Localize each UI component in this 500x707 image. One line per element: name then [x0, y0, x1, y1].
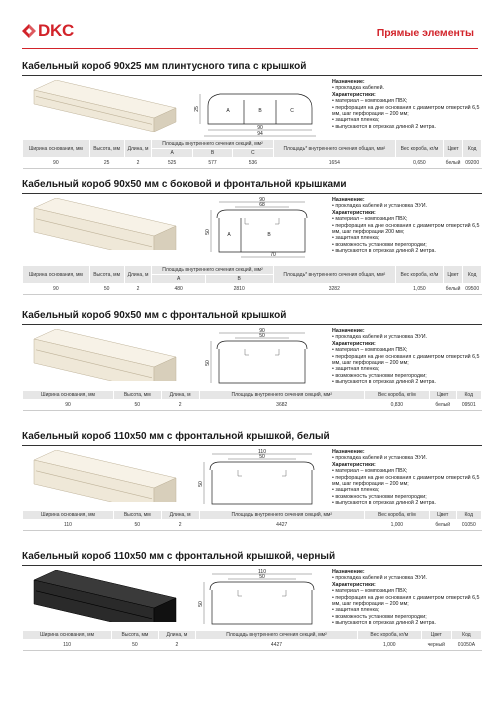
product-description: [332, 328, 487, 386]
column-header: Код: [451, 631, 481, 640]
profile-outline: [212, 590, 312, 624]
cover-outline: [217, 341, 307, 349]
feature-item: • возможность установки перегородки;: [332, 493, 427, 500]
spec-table: [22, 390, 482, 411]
column-header: Цвет: [429, 391, 456, 400]
product-section: [22, 430, 482, 550]
feature-item: • защитная пленка;: [332, 607, 380, 614]
purpose-heading: Назначение:: [332, 449, 365, 455]
table-cell: 90: [23, 284, 90, 295]
feature-item: • перфорация на дне основания с диаметром отверстий 6,5 мм, шаг перфорации – 200 мм;: [332, 474, 480, 488]
table-cell: 0,650: [396, 158, 444, 169]
table-cell: 2: [124, 158, 152, 169]
column-header: Площадь внутреннего сечения секций, мм²: [199, 391, 364, 400]
cover-outline: [217, 210, 307, 218]
table-row: [23, 284, 482, 295]
cross-section-drawing: [190, 448, 322, 510]
column-header: Длина, м: [124, 140, 152, 158]
dim-height-label: 50: [205, 360, 211, 366]
product-section: [22, 550, 482, 707]
column-header: Высота, мм: [89, 140, 124, 158]
cross-section-drawing: [190, 196, 322, 258]
column-header: Цвет: [421, 631, 451, 640]
product-description: [332, 197, 487, 255]
table-cell: 110: [23, 640, 112, 651]
chamber-a-label: A: [227, 232, 231, 238]
chamber-b-label: B: [267, 232, 271, 238]
column-header: Вес короба, кг/м: [364, 511, 429, 520]
product-photo: [30, 570, 180, 622]
spec-table: [22, 630, 482, 651]
purpose-item: • прокладка кабелей и установка ЭУИ.: [332, 455, 427, 462]
characteristics-heading: Характеристики:: [332, 91, 376, 98]
feature-item: • материал – композиция ПВХ;: [332, 588, 408, 595]
table-cell: 50: [89, 284, 124, 295]
product-title: Кабельный короб 90х50 мм с фронтальной крышкой: [22, 310, 287, 321]
product-description: [332, 449, 487, 507]
feature-item: • защитная пленка;: [332, 487, 380, 494]
column-header: Код: [463, 140, 482, 158]
column-header: Площадь внутреннего сечения секций, мм²: [152, 140, 273, 149]
header-divider: [22, 48, 478, 49]
column-header: Площадь внутреннего сечения секций, мм²: [199, 511, 364, 520]
table-row: [23, 520, 482, 531]
feature-item: • защитная пленка;: [332, 366, 380, 373]
column-header: Вес короба, кг/м: [396, 266, 444, 284]
subcolumn-header: C: [233, 149, 273, 158]
purpose-item: • прокладка кабелей.: [332, 85, 385, 92]
dim-height-label: 50: [198, 481, 204, 487]
purpose-heading: Назначение:: [332, 569, 365, 575]
feature-item: • защитная пленка;: [332, 117, 380, 124]
title-underline: [22, 565, 482, 566]
product-title: Кабельный короб 110х50 мм с фронтальной крышкой, черный: [22, 551, 336, 562]
column-header: Длина, м: [158, 631, 195, 640]
profile-outline: [219, 349, 305, 383]
table-cell: 25: [89, 158, 124, 169]
title-underline: [22, 75, 482, 76]
cross-section-drawing: [190, 327, 322, 389]
characteristics-heading: Характеристики:: [332, 209, 376, 216]
column-header: Цвет: [443, 266, 463, 284]
table-cell: 90: [23, 400, 114, 411]
inner-clips: [245, 349, 279, 355]
purpose-item: • прокладка кабелей и установка ЭУИ.: [332, 334, 427, 341]
cover-outline: [210, 462, 314, 470]
column-header: Код: [463, 266, 482, 284]
product-photo: [30, 450, 180, 502]
subcolumn-header: A: [152, 275, 205, 284]
dim-height-label: 50: [198, 601, 204, 607]
feature-item: • перфорация на дне основания с диаметром отверстий 6,5 мм, шаг перфорации – 200 мм;: [332, 353, 480, 367]
feature-item: • материал – композиция ПВХ;: [332, 98, 408, 105]
table-cell: 3282: [273, 284, 396, 295]
table-cell: 01050: [456, 520, 481, 531]
product-section: [22, 309, 482, 430]
dkc-logo-icon: [22, 24, 36, 38]
column-header: Код: [456, 511, 481, 520]
feature-item: • перфорация на дне основания с диаметром отверстий 6,5 мм, шаг перфорации – 200 мм;: [332, 104, 480, 118]
table-header-row: [23, 391, 482, 400]
brand-logo: [22, 22, 74, 39]
table-row: [23, 400, 482, 411]
product-photo: [30, 198, 180, 250]
table-cell: белый: [443, 284, 463, 295]
table-cell: белый: [443, 158, 463, 169]
table-cell: 01050A: [451, 640, 481, 651]
table-row: [23, 640, 482, 651]
spec-table: [22, 139, 482, 169]
dim-total-label: 94: [257, 131, 263, 137]
section-label: Прямые элементы: [330, 27, 500, 43]
purpose-heading: Назначение:: [332, 79, 365, 85]
profile-outline: [219, 218, 305, 252]
feature-item: • выпускаются в отрезках длиной 2 метра.: [332, 620, 436, 627]
product-description: [332, 569, 487, 627]
product-section: [22, 178, 482, 309]
dim-bottom-label: 70: [270, 252, 276, 258]
product-title: Кабельный короб 90х50 мм с боковой и фронтальной крышками: [22, 179, 347, 190]
table-cell: черный: [421, 640, 451, 651]
table-cell: 4427: [199, 520, 364, 531]
table-cell: 110: [23, 520, 114, 531]
table-cell: 09200: [463, 158, 482, 169]
column-header: Высота, мм: [113, 511, 161, 520]
column-header: Код: [456, 391, 481, 400]
table-cell: 1654: [273, 158, 396, 169]
characteristics-heading: Характеристики:: [332, 340, 376, 347]
product-title: Кабельный короб 90х25 мм плинтусного типа с крышкой: [22, 61, 307, 72]
table-cell: 1,050: [396, 284, 444, 295]
feature-item: • выпускаются в отрезках длиной 2 метра.: [332, 379, 436, 386]
product-section: [22, 60, 482, 178]
feature-list: [332, 216, 487, 254]
column-header: Высота, мм: [113, 391, 161, 400]
product-title: Кабельный короб 110х50 мм с фронтальной крышкой, белый: [22, 431, 330, 442]
dim-top-label: 68: [259, 202, 265, 208]
table-cell: 536: [233, 158, 273, 169]
feature-item: • выпускаются в отрезках длиной 2 метра.: [332, 248, 436, 255]
feature-list: [332, 98, 487, 130]
feature-item: • возможность установки перегородки;: [332, 613, 427, 620]
chamber-b-label: B: [258, 108, 262, 114]
subcolumn-header: B: [192, 149, 232, 158]
feature-item: • возможность установки перегородки;: [332, 241, 427, 248]
column-header: Высота, мм: [89, 266, 124, 284]
dim-height-label: 50: [205, 229, 211, 235]
column-header: Высота, мм: [112, 631, 159, 640]
table-cell: 90: [23, 158, 90, 169]
column-header: Вес короба, кг/м: [364, 391, 429, 400]
table-cell: 4427: [196, 640, 358, 651]
profile-outline: [212, 470, 312, 504]
table-cell: 3682: [199, 400, 364, 411]
spec-table: [22, 510, 482, 531]
table-cell: 0,830: [364, 400, 429, 411]
feature-list: [332, 588, 487, 626]
feature-item: • перфорация на дне основания с диаметром отверстий 6,5 мм, шаг перфорации 200 мм;: [332, 222, 480, 236]
column-header: Ширина основания, мм: [23, 266, 90, 284]
table-header-row: [23, 631, 482, 640]
table-header-row: [23, 266, 482, 275]
product-photo: [30, 329, 180, 381]
column-header: Вес короба, кг/м: [396, 140, 444, 158]
subcolumn-header: B: [205, 275, 273, 284]
dim-width-label: 110: [258, 569, 266, 575]
column-header: Цвет: [429, 511, 456, 520]
column-header: Площадь* внутреннего сечения общая, мм²: [273, 140, 396, 158]
table-cell: 50: [112, 640, 159, 651]
column-header: Площадь внутреннего сечения секций, мм²: [196, 631, 358, 640]
title-underline: [22, 324, 482, 325]
table-row: [23, 158, 482, 169]
table-cell: 1,000: [364, 520, 429, 531]
column-header: Площадь* внутреннего сечения общая, мм²: [273, 266, 396, 284]
column-header: Площадь внутреннего сечения секций, мм²: [152, 266, 273, 275]
table-cell: 50: [113, 520, 161, 531]
page-header: [0, 0, 500, 52]
table-cell: 525: [152, 158, 192, 169]
table-cell: 50: [113, 400, 161, 411]
inner-clips: [245, 218, 279, 224]
product-description: [332, 79, 487, 130]
cover-outline: [210, 582, 314, 590]
feature-item: • защитная пленка;: [332, 235, 380, 242]
column-header: Длина, м: [124, 266, 152, 284]
table-cell: 2810: [205, 284, 273, 295]
dim-width-label: 90: [257, 125, 263, 131]
subcolumn-header: A: [152, 149, 192, 158]
column-header: Ширина основания, мм: [23, 511, 114, 520]
table-cell: 1,000: [357, 640, 421, 651]
chamber-a-label: A: [226, 108, 230, 114]
dim-width-label: 90: [259, 328, 265, 334]
table-cell: белый: [429, 400, 456, 411]
dim-top-label: 50: [259, 574, 265, 580]
chamber-c-label: C: [290, 108, 294, 114]
table-cell: белый: [429, 520, 456, 531]
inner-clips: [238, 590, 286, 596]
table-cell: 577: [192, 158, 232, 169]
feature-item: • материал – композиция ПВХ;: [332, 468, 408, 475]
characteristics-heading: Характеристики:: [332, 461, 376, 468]
table-cell: 2: [161, 520, 199, 531]
cross-section-drawing: [190, 568, 322, 630]
characteristics-heading: Характеристики:: [332, 581, 376, 588]
feature-item: • выпускаются в отрезках длиной 2 метра.: [332, 500, 436, 507]
spec-table: [22, 265, 482, 295]
table-cell: 09501: [456, 400, 481, 411]
column-header: Длина, м: [161, 511, 199, 520]
column-header: Ширина основания, мм: [23, 140, 90, 158]
feature-list: [332, 347, 487, 385]
table-cell: 2: [158, 640, 195, 651]
column-header: Ширина основания, мм: [23, 631, 112, 640]
feature-item: • материал – композиция ПВХ;: [332, 347, 408, 354]
table-header-row: [23, 140, 482, 149]
dim-height-label: 25: [194, 106, 200, 112]
dim-width-label: 110: [258, 449, 266, 455]
inner-clips: [238, 470, 286, 476]
cross-section-drawing: [190, 78, 322, 140]
table-cell: 2: [161, 400, 199, 411]
column-header: Вес короба, кг/м: [357, 631, 421, 640]
dim-top-label: 50: [259, 333, 265, 339]
table-cell: 480: [152, 284, 205, 295]
feature-item: • перфорация на дне основания с диаметром отверстий 6,5 мм, шаг перфорации – 200 мм;: [332, 594, 480, 608]
column-header: Цвет: [443, 140, 463, 158]
purpose-item: • прокладка кабелей и установка ЭУИ.: [332, 203, 427, 210]
feature-list: [332, 468, 487, 506]
table-header-row: [23, 511, 482, 520]
feature-item: • материал – композиция ПВХ;: [332, 216, 408, 223]
title-underline: [22, 193, 482, 194]
brand-name: DKC: [38, 21, 74, 40]
dim-width-label: 90: [259, 197, 265, 203]
feature-item: • выпускаются в отрезках длиной 2 метра.: [332, 123, 436, 130]
dim-top-label: 50: [259, 454, 265, 460]
product-photo: [30, 80, 180, 132]
purpose-item: • прокладка кабелей и установка ЭУИ.: [332, 575, 427, 582]
title-underline: [22, 445, 482, 446]
table-cell: 2: [124, 284, 152, 295]
feature-item: • возможность установки перегородки;: [332, 372, 427, 379]
purpose-heading: Назначение:: [332, 197, 365, 203]
column-header: Ширина основания, мм: [23, 391, 114, 400]
purpose-heading: Назначение:: [332, 328, 365, 334]
column-header: Длина, м: [161, 391, 199, 400]
table-cell: 09500: [463, 284, 482, 295]
